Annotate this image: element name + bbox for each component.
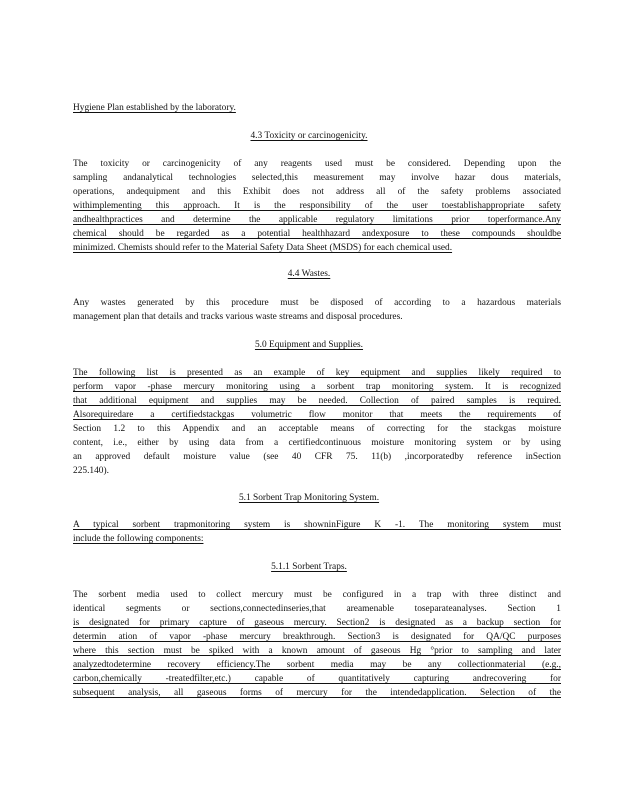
heading-4-3 bbox=[0, 129, 618, 143]
section-4-3-paragraph bbox=[73, 157, 561, 255]
para-line: The following list is presented as an example of key equipment and supplies likely required to bbox=[73, 368, 561, 378]
intro-text: Hygiene Plan established by the laboratory. bbox=[73, 103, 236, 113]
para-line: include the following components: bbox=[73, 534, 204, 544]
section-5-0-paragraph bbox=[73, 366, 561, 478]
heading-5-1-1-text: 5.1.1 Sorbent Traps. bbox=[271, 562, 347, 572]
para-line: minimized. Chemists should refer to the Material Safety Data Sheet (MSDS) for each chemical used. bbox=[73, 243, 453, 253]
heading-4-4 bbox=[0, 267, 618, 281]
para-line: management plan that details and tracks various waste streams and disposal procedures. bbox=[73, 312, 403, 322]
para-line: Section 1.2 to this Appendix and an acceptable means of correcting for the stackgas moisture bbox=[73, 424, 561, 434]
para-line: subsequent analysis, all gaseous forms of mercury for the intendedapplication. Selection of the bbox=[73, 688, 561, 698]
para-line: andhealthpractices and determine the applicable regulatory limitations prior toperformance.Any bbox=[73, 215, 561, 225]
para-line: an approved default moisture value (see 40 CFR 75. 11(b) ,incorporatedby reference inSection bbox=[73, 452, 561, 462]
section-5-1-paragraph bbox=[73, 518, 561, 546]
heading-5-1-text: 5.1 Sorbent Trap Monitoring System. bbox=[238, 493, 380, 503]
heading-5-0-text: 5.0 Equipment and Supplies. bbox=[254, 340, 364, 350]
para-line: chemical should be regarded as a potential healthhazard andexposure to these compounds shouldbe bbox=[73, 229, 561, 239]
section-5-1-1-paragraph bbox=[73, 588, 561, 700]
para-line: 225.140). bbox=[73, 466, 109, 476]
heading-5-0 bbox=[0, 338, 618, 352]
heading-5-1 bbox=[0, 491, 618, 505]
para-line: content, i.e., either by using data from a certifiedcontinuous moisture monitoring system or by using bbox=[73, 438, 561, 448]
intro-line bbox=[73, 101, 561, 115]
heading-4-3-text: 4.3 Toxicity or carcinogenicity. bbox=[250, 131, 368, 141]
para-line: withimplementing this approach. It is the responsibility of the user toestablishappropriate safety bbox=[73, 201, 561, 211]
para-line: The toxicity or carcinogenicity of any reagents used must be considered. Depending upon the bbox=[73, 159, 561, 169]
para-line: where this section must be spiked with a known amount of gaseous Hg °prior to sampling and later bbox=[73, 646, 561, 656]
para-line: Any wastes generated by this procedure must be disposed of according to a hazardous materials bbox=[73, 298, 561, 308]
para-line: determin ation of vapor -phase mercury breakthrough. Section3 is designated for QA/QC purposes bbox=[73, 632, 561, 642]
para-line: identical segments or sections,connectedinseries,that areamenable toseparateanalyses. Section 1 bbox=[73, 604, 561, 614]
heading-4-4-text: 4.4 Wastes. bbox=[287, 269, 331, 279]
para-line: A typical sorbent trapmonitoring system is showninFigure K -1. The monitoring system must bbox=[73, 520, 561, 530]
para-line: carbon,chemically -treatedfilter,etc.) capable of quantitatively capturing andrecovering for bbox=[73, 674, 561, 684]
heading-5-1-1 bbox=[0, 560, 618, 574]
para-line: is designated for primary capture of gaseous mercury. Section2 is designated as a backup section for bbox=[73, 618, 561, 628]
para-line: sampling andanalytical technologies selected,this measurement may involve hazar dous materials, bbox=[73, 173, 561, 183]
para-line: operations, andequipment and this Exhibit does not address all of the safety problems associated bbox=[73, 187, 561, 197]
para-line: that additional equipment and supplies may be needed. Collection of paired samples is required. bbox=[73, 396, 561, 406]
para-line: perform vapor -phase mercury monitoring using a sorbent trap monitoring system. It is recognized bbox=[73, 382, 561, 392]
section-4-4-paragraph bbox=[73, 296, 561, 324]
para-line: The sorbent media used to collect mercury must be configured in a trap with three distinct and bbox=[73, 590, 561, 600]
para-line: analyzedtodetermine recovery efficiency.The sorbent media may be any collectionmaterial (e.g., bbox=[73, 660, 561, 670]
para-line: Alsorequiredare a certifiedstackgas volumetric flow monitor that meets the requirements of bbox=[73, 410, 561, 420]
